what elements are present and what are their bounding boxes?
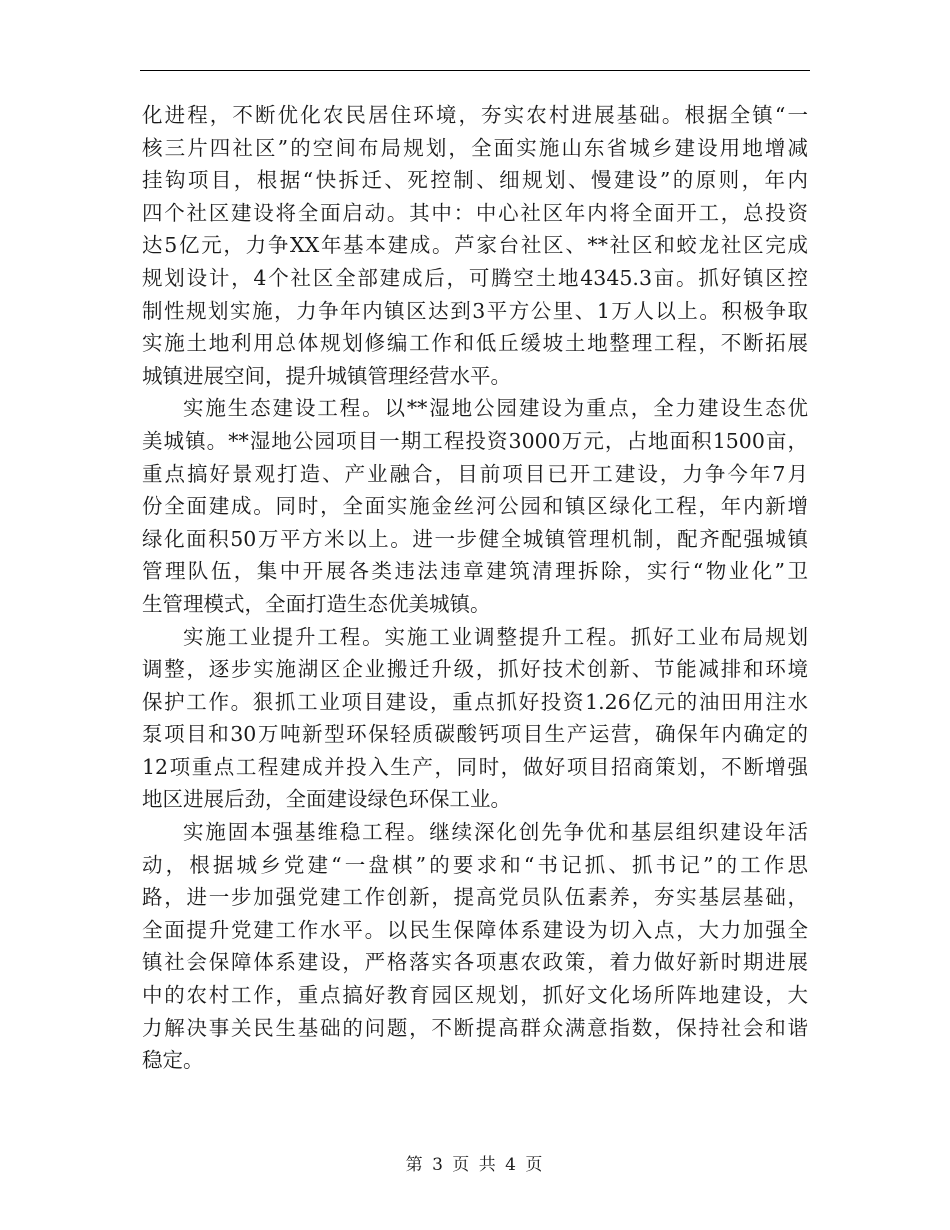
text-line: 四个社区建设将全面启动。其中：中心社区年内将全面开工，总投资 xyxy=(142,200,808,225)
paragraph-first-line: 实施生态建设工程。以**湿地公园建设为重点，全力建设生态优 xyxy=(183,396,808,421)
text-line: 路，进一步加强党建工作创新，提高党员队伍素养，夯实基层基础， xyxy=(142,885,808,910)
text-line: 制性规划实施，力争年内镇区达到3平方公里、1万人以上。积极争取 xyxy=(142,298,808,323)
text-line: 保护工作。狠抓工业项目建设，重点抓好投资1.26亿元的油田用注水 xyxy=(142,689,808,714)
text-line: 管理队伍，集中开展各类违法违章建筑清理拆除，实行“物业化”卫 xyxy=(142,559,808,584)
text-line: 动，根据城乡党建“一盘棋”的要求和“书记抓、抓书记”的工作思 xyxy=(142,852,808,877)
paragraph-first-line: 实施工业提升工程。实施工业调整提升工程。抓好工业布局规划 xyxy=(183,624,808,649)
text-line: 美城镇。**湿地公园项目一期工程投资3000万元，占地面积1500亩， xyxy=(142,428,808,453)
text-line: 生管理模式，全面打造生态优美城镇。 xyxy=(142,591,491,616)
header-rule xyxy=(140,70,810,71)
text-line: 挂钩项目，根据“快拆迁、死控制、细规划、慢建设”的原则，年内 xyxy=(142,168,808,193)
text-line: 绿化面积50万平方米以上。进一步健全城镇管理机制，配齐配强城镇 xyxy=(142,526,808,551)
page-number: 第 3 页 共 4 页 xyxy=(405,1155,545,1175)
text-line: 镇社会保障体系建设，严格落实各项惠农政策，着力做好新时期进展 xyxy=(142,950,808,975)
text-line: 城镇进展空间，提升城镇管理经营水平。 xyxy=(142,363,511,388)
text-line: 重点搞好景观打造、产业融合，目前项目已开工建设，力争今年7月 xyxy=(142,461,808,486)
text-line: 调整，逐步实施湖区企业搬迁升级，抓好技术创新、节能减排和环境 xyxy=(142,657,808,682)
text-line: 核三片四社区”的空间布局规划，全面实施山东省城乡建设用地增减 xyxy=(142,135,808,160)
text-line: 实施土地利用总体规划修编工作和低丘缓坡土地整理工程，不断拓展 xyxy=(142,331,808,356)
text-line: 规划设计，4个社区全部建成后，可腾空土地4345.3亩。抓好镇区控 xyxy=(142,265,808,290)
text-line: 稳定。 xyxy=(142,1048,204,1073)
text-line: 化进程，不断优化农民居住环境，夯实农村进展基础。根据全镇“一 xyxy=(142,103,808,127)
text-line: 地区进展后劲，全面建设绿色环保工业。 xyxy=(142,787,511,812)
text-line: 全面提升党建工作水平。以民生保障体系建设为切入点，大力加强全 xyxy=(142,917,808,942)
text-line: 力解决事关民生基础的问题，不断提高群众满意指数，保持社会和谐 xyxy=(142,1015,808,1040)
text-line: 泵项目和30万吨新型环保轻质碳酸钙项目生产运营，确保年内确定的 xyxy=(142,722,808,747)
text-line: 12项重点工程建成并投入生产，同时，做好项目招商策划，不断增强 xyxy=(142,754,808,779)
text-line: 中的农村工作，重点搞好教育园区规划，抓好文化场所阵地建设，大 xyxy=(142,983,808,1008)
paragraph-first-line: 实施固本强基维稳工程。继续深化创先争优和基层组织建设年活 xyxy=(183,820,808,845)
document-body xyxy=(142,99,808,1077)
text-line: 份全面建成。同时，全面实施金丝河公园和镇区绿化工程，年内新增 xyxy=(142,494,808,519)
text-line: 达5亿元，力争XX年基本建成。芦家台社区、**社区和蛟龙社区完成 xyxy=(142,233,808,258)
